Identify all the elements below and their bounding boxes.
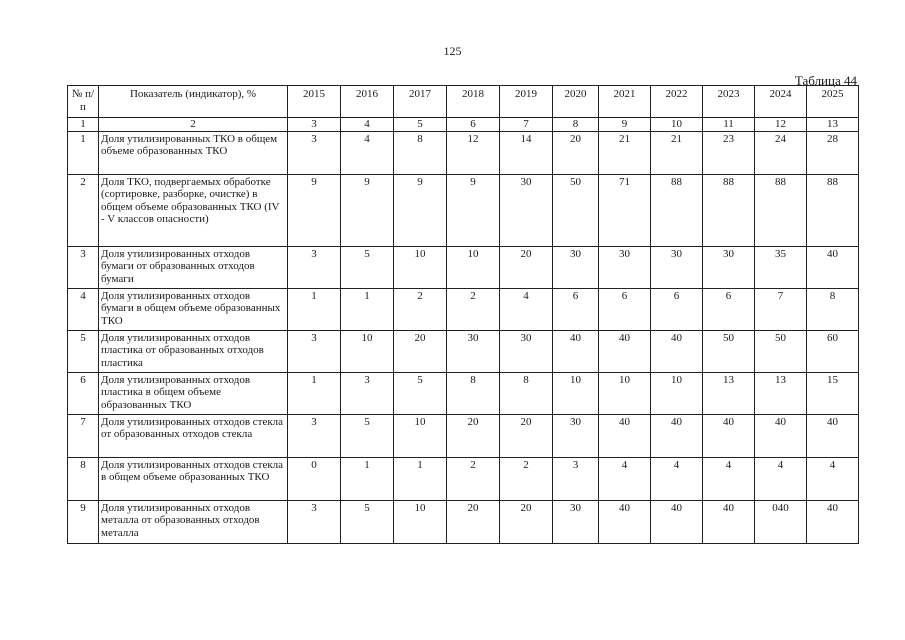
year-value: 5 [394,372,447,414]
year-value: 88 [651,174,703,246]
year-value: 1 [341,457,394,500]
year-value: 50 [755,330,807,372]
year-value: 8 [500,372,553,414]
table-row [68,330,859,372]
header-year: 2020 [553,86,599,118]
column-number: 4 [341,118,394,132]
year-value: 3 [553,457,599,500]
row-number: 4 [68,288,99,330]
year-value: 3 [288,330,341,372]
year-value: 9 [447,174,500,246]
year-value: 88 [807,174,859,246]
year-value: 24 [755,131,807,174]
header-num: № п/п [68,86,99,118]
column-number-row [68,118,859,132]
indicator-name: Доля ТКО, подвергаемых обработке (сортировке, разборке, очистке) в общем объеме образованных ТКО (IV - V классов опасности) [99,174,288,246]
year-value: 50 [703,330,755,372]
indicator-name: Доля утилизированных отходов металла от образованных отходов металла [99,500,288,543]
column-number: 8 [553,118,599,132]
column-number: 5 [394,118,447,132]
table-caption: Таблица 44 [794,73,857,88]
year-value: 20 [500,414,553,457]
year-value: 10 [394,414,447,457]
header-year: 2018 [447,86,500,118]
year-value: 30 [651,246,703,288]
year-value: 14 [500,131,553,174]
table-row [68,131,859,174]
column-number: 3 [288,118,341,132]
year-value: 3 [288,414,341,457]
year-value: 30 [599,246,651,288]
year-value: 40 [651,414,703,457]
indicator-name: Доля утилизированных отходов стекла от образованных отходов стекла [99,414,288,457]
year-value: 10 [599,372,651,414]
year-value: 40 [703,414,755,457]
column-number: 7 [500,118,553,132]
year-value: 1 [394,457,447,500]
row-number: 7 [68,414,99,457]
year-value: 40 [599,330,651,372]
year-value: 30 [553,500,599,543]
indicator-name: Доля утилизированных отходов стекла в общем объеме образованных ТКО [99,457,288,500]
year-value: 5 [341,500,394,543]
year-value: 10 [553,372,599,414]
column-number: 13 [807,118,859,132]
header-year: 2024 [755,86,807,118]
header-year: 2015 [288,86,341,118]
column-number: 6 [447,118,500,132]
row-number: 8 [68,457,99,500]
year-value: 21 [599,131,651,174]
indicator-name: Доля утилизированных отходов пластика в общем объеме образованных ТКО [99,372,288,414]
year-value: 13 [703,372,755,414]
indicators-table [67,85,859,544]
year-value: 40 [807,414,859,457]
year-value: 71 [599,174,651,246]
year-value: 30 [553,246,599,288]
year-value: 10 [341,330,394,372]
column-number: 11 [703,118,755,132]
year-value: 30 [553,414,599,457]
header-year: 2025 [807,86,859,118]
year-value: 4 [500,288,553,330]
column-number: 1 [68,118,99,132]
year-value: 30 [500,174,553,246]
year-value: 2 [447,457,500,500]
year-value: 1 [288,288,341,330]
year-value: 8 [394,131,447,174]
year-value: 9 [288,174,341,246]
year-value: 8 [807,288,859,330]
year-value: 23 [703,131,755,174]
year-value: 40 [755,414,807,457]
table-row [68,372,859,414]
table-row [68,246,859,288]
year-value: 20 [500,246,553,288]
table-row [68,457,859,500]
year-value: 30 [500,330,553,372]
page-number: 125 [443,44,462,58]
year-value: 6 [703,288,755,330]
year-value: 40 [651,500,703,543]
table-row [68,174,859,246]
year-value: 20 [500,500,553,543]
year-value: 5 [341,414,394,457]
header-year: 2022 [651,86,703,118]
year-value: 4 [651,457,703,500]
year-value: 40 [703,500,755,543]
year-value: 4 [703,457,755,500]
column-number: 2 [99,118,288,132]
year-value: 9 [341,174,394,246]
year-value: 5 [341,246,394,288]
indicator-name: Доля утилизированных отходов бумаги от образованных отходов бумаги [99,246,288,288]
year-value: 3 [288,246,341,288]
year-value: 21 [651,131,703,174]
header-indicator: Показатель (индикатор), % [99,86,288,118]
year-value: 3 [341,372,394,414]
year-value: 60 [807,330,859,372]
header-year: 2023 [703,86,755,118]
header-year: 2016 [341,86,394,118]
year-value: 3 [288,131,341,174]
header-year: 2021 [599,86,651,118]
year-value: 20 [394,330,447,372]
row-number: 9 [68,500,99,543]
year-value: 4 [755,457,807,500]
year-value: 2 [500,457,553,500]
year-value: 20 [553,131,599,174]
year-value: 2 [447,288,500,330]
year-value: 1 [341,288,394,330]
row-number: 6 [68,372,99,414]
year-value: 50 [553,174,599,246]
year-value: 40 [553,330,599,372]
year-value: 88 [755,174,807,246]
year-value: 10 [394,246,447,288]
year-value: 8 [447,372,500,414]
year-value: 40 [807,500,859,543]
year-value: 28 [807,131,859,174]
table-row [68,288,859,330]
column-number: 9 [599,118,651,132]
year-value: 40 [599,414,651,457]
year-value: 6 [651,288,703,330]
year-value: 4 [341,131,394,174]
year-value: 4 [807,457,859,500]
year-value: 9 [394,174,447,246]
indicator-name: Доля утилизированных ТКО в общем объеме образованных ТКО [99,131,288,174]
year-value: 10 [651,372,703,414]
column-number: 10 [651,118,703,132]
year-value: 6 [553,288,599,330]
year-value: 2 [394,288,447,330]
year-value: 30 [447,330,500,372]
year-value: 88 [703,174,755,246]
year-value: 10 [447,246,500,288]
year-value: 13 [755,372,807,414]
indicator-name: Доля утилизированных отходов бумаги в общем объеме образованных ТКО [99,288,288,330]
year-value: 1 [288,372,341,414]
header-year: 2019 [500,86,553,118]
year-value: 4 [599,457,651,500]
year-value: 12 [447,131,500,174]
year-value: 40 [807,246,859,288]
year-value: 6 [599,288,651,330]
row-number: 3 [68,246,99,288]
row-number: 2 [68,174,99,246]
header-year: 2017 [394,86,447,118]
row-number: 1 [68,131,99,174]
year-value: 20 [447,500,500,543]
year-value: 35 [755,246,807,288]
indicator-name: Доля утилизированных отходов пластика от образованных отходов пластика [99,330,288,372]
year-value: 15 [807,372,859,414]
year-value: 30 [703,246,755,288]
column-number: 12 [755,118,807,132]
year-value: 10 [394,500,447,543]
table-row [68,414,859,457]
year-value: 040 [755,500,807,543]
year-value: 3 [288,500,341,543]
year-value: 40 [599,500,651,543]
year-value: 7 [755,288,807,330]
year-value: 20 [447,414,500,457]
row-number: 5 [68,330,99,372]
header-row [68,86,859,118]
year-value: 0 [288,457,341,500]
table-row [68,500,859,543]
year-value: 40 [651,330,703,372]
